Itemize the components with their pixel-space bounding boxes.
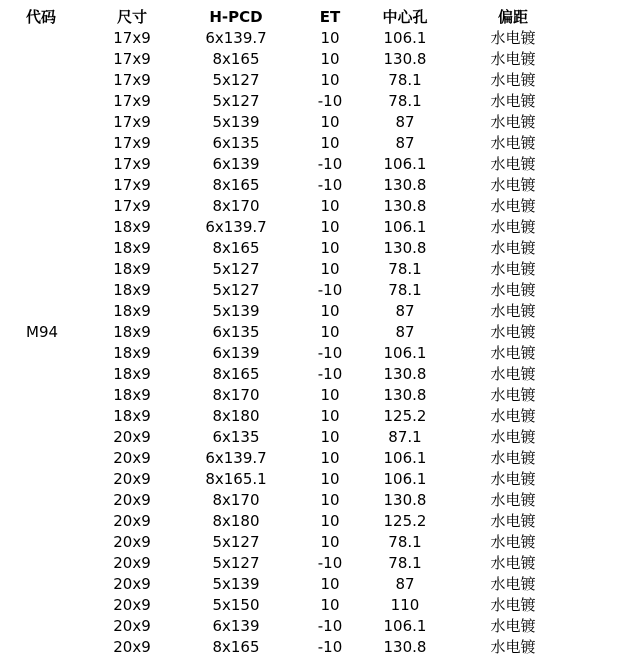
cell-et: -10 [317, 92, 343, 110]
cell-code [26, 553, 96, 574]
cell-pcd: 5x127 [212, 92, 260, 110]
cell-size: 20x9 [113, 449, 151, 467]
cell-code [26, 301, 96, 322]
cell-pcd: 6x139 [212, 344, 260, 362]
cell-finish: 水电镀 [490, 449, 536, 467]
cell-et: 10 [320, 575, 340, 593]
cell-code [26, 175, 96, 196]
cell-center-bore: 106.1 [383, 449, 427, 467]
cell-center-bore: 106.1 [383, 218, 427, 236]
header-center-bore: 中心孔 [382, 8, 428, 26]
cell-finish: 水电镀 [490, 281, 536, 299]
cell-size: 18x9 [113, 407, 151, 425]
table-row [0, 637, 632, 658]
cell-center-bore: 130.8 [383, 365, 427, 383]
cell-et: 10 [320, 449, 340, 467]
cell-pcd: 8x180 [212, 512, 260, 530]
cell-pcd: 5x139 [212, 113, 260, 131]
table-row [0, 217, 632, 238]
cell-finish: 水电镀 [490, 533, 536, 551]
cell-size: 20x9 [113, 638, 151, 656]
cell-pcd: 5x127 [212, 533, 260, 551]
cell-et: -10 [317, 344, 343, 362]
cell-center-bore: 125.2 [383, 512, 427, 530]
cell-et: 10 [320, 113, 340, 131]
cell-pcd: 5x139 [212, 575, 260, 593]
cell-code [26, 595, 96, 616]
table-row [0, 49, 632, 70]
cell-et: -10 [317, 155, 343, 173]
cell-finish: 水电镀 [490, 113, 536, 131]
header-pcd: H-PCD [209, 8, 263, 26]
cell-pcd: 8x165 [212, 638, 260, 656]
cell-code [26, 259, 96, 280]
cell-center-bore: 125.2 [383, 407, 427, 425]
cell-size: 18x9 [113, 281, 151, 299]
table-row [0, 28, 632, 49]
cell-center-bore: 87 [395, 134, 415, 152]
cell-size: 17x9 [113, 134, 151, 152]
cell-pcd: 8x165 [212, 176, 260, 194]
cell-et: 10 [320, 302, 340, 320]
cell-finish: 水电镀 [490, 239, 536, 257]
cell-center-bore: 130.8 [383, 50, 427, 68]
cell-et: 10 [320, 428, 340, 446]
cell-et: 10 [320, 71, 340, 89]
cell-finish: 水电镀 [490, 134, 536, 152]
cell-center-bore: 87 [395, 302, 415, 320]
table-row [0, 133, 632, 154]
table-row [0, 406, 632, 427]
table-row [0, 511, 632, 532]
cell-code [26, 427, 96, 448]
cell-size: 20x9 [113, 491, 151, 509]
cell-finish: 水电镀 [490, 470, 536, 488]
table-row [0, 595, 632, 616]
table-row [0, 385, 632, 406]
cell-pcd: 8x165.1 [205, 470, 267, 488]
cell-pcd: 8x165 [212, 239, 260, 257]
cell-code [26, 91, 96, 112]
cell-pcd: 6x139 [212, 617, 260, 635]
cell-finish: 水电镀 [490, 260, 536, 278]
cell-pcd: 8x165 [212, 365, 260, 383]
cell-center-bore: 87.1 [388, 428, 422, 446]
cell-code [26, 154, 96, 175]
cell-center-bore: 106.1 [383, 155, 427, 173]
table-row [0, 427, 632, 448]
cell-code [26, 406, 96, 427]
cell-size: 17x9 [113, 71, 151, 89]
cell-finish: 水电镀 [490, 638, 536, 656]
cell-finish: 水电镀 [490, 218, 536, 236]
cell-center-bore: 106.1 [383, 470, 427, 488]
cell-size: 20x9 [113, 617, 151, 635]
table-row [0, 238, 632, 259]
cell-size: 20x9 [113, 554, 151, 572]
table-row [0, 553, 632, 574]
cell-code [26, 532, 96, 553]
cell-code [26, 448, 96, 469]
cell-code [26, 364, 96, 385]
cell-pcd: 5x150 [212, 596, 260, 614]
cell-finish: 水电镀 [490, 344, 536, 362]
cell-code [26, 490, 96, 511]
cell-et: 10 [320, 386, 340, 404]
cell-center-bore: 130.8 [383, 386, 427, 404]
cell-code [26, 280, 96, 301]
cell-et: 10 [320, 512, 340, 530]
table-row [0, 532, 632, 553]
cell-size: 17x9 [113, 197, 151, 215]
cell-et: 10 [320, 407, 340, 425]
cell-finish: 水电镀 [490, 197, 536, 215]
cell-size: 18x9 [113, 260, 151, 278]
cell-center-bore: 78.1 [388, 533, 422, 551]
table-row [0, 343, 632, 364]
cell-et: 10 [320, 260, 340, 278]
cell-center-bore: 130.8 [383, 197, 427, 215]
cell-finish: 水电镀 [490, 512, 536, 530]
cell-center-bore: 87 [395, 575, 415, 593]
cell-size: 20x9 [113, 512, 151, 530]
cell-finish: 水电镀 [490, 575, 536, 593]
cell-center-bore: 78.1 [388, 260, 422, 278]
cell-pcd: 6x135 [212, 323, 260, 341]
cell-code [26, 196, 96, 217]
cell-pcd: 8x180 [212, 407, 260, 425]
table-row [0, 259, 632, 280]
cell-center-bore: 110 [390, 596, 420, 614]
cell-et: -10 [317, 281, 343, 299]
cell-pcd: 6x139.7 [205, 29, 267, 47]
cell-finish: 水电镀 [490, 365, 536, 383]
cell-finish: 水电镀 [490, 491, 536, 509]
cell-finish: 水电镀 [490, 92, 536, 110]
cell-size: 18x9 [113, 218, 151, 236]
cell-et: 10 [320, 50, 340, 68]
cell-code [26, 238, 96, 259]
cell-pcd: 5x127 [212, 281, 260, 299]
cell-finish: 水电镀 [490, 428, 536, 446]
cell-size: 18x9 [113, 344, 151, 362]
cell-code [26, 133, 96, 154]
cell-pcd: 6x139.7 [205, 449, 267, 467]
cell-code: M94 [26, 323, 59, 341]
cell-code [26, 511, 96, 532]
cell-size: 18x9 [113, 239, 151, 257]
cell-code [26, 49, 96, 70]
cell-finish: 水电镀 [490, 155, 536, 173]
cell-et: -10 [317, 617, 343, 635]
table-header-row [0, 7, 632, 28]
table-row [0, 322, 632, 343]
cell-et: 10 [320, 218, 340, 236]
cell-pcd: 8x170 [212, 386, 260, 404]
cell-center-bore: 106.1 [383, 29, 427, 47]
table-row [0, 616, 632, 637]
cell-size: 18x9 [113, 386, 151, 404]
table-row [0, 196, 632, 217]
cell-pcd: 5x139 [212, 302, 260, 320]
cell-pcd: 6x139 [212, 155, 260, 173]
cell-finish: 水电镀 [490, 50, 536, 68]
table-row [0, 490, 632, 511]
table-row [0, 469, 632, 490]
cell-size: 20x9 [113, 596, 151, 614]
cell-code [26, 112, 96, 133]
cell-finish: 水电镀 [490, 554, 536, 572]
cell-et: -10 [317, 176, 343, 194]
cell-et: 10 [320, 470, 340, 488]
cell-size: 20x9 [113, 470, 151, 488]
cell-center-bore: 106.1 [383, 617, 427, 635]
cell-pcd: 5x127 [212, 260, 260, 278]
cell-pcd: 5x127 [212, 71, 260, 89]
cell-et: 10 [320, 323, 340, 341]
cell-code [26, 70, 96, 91]
cell-size: 20x9 [113, 428, 151, 446]
cell-code [26, 616, 96, 637]
cell-code [26, 385, 96, 406]
header-finish: 偏距 [497, 8, 528, 26]
cell-pcd: 6x135 [212, 134, 260, 152]
cell-pcd: 8x170 [212, 197, 260, 215]
cell-size: 20x9 [113, 533, 151, 551]
table-row [0, 112, 632, 133]
table-row [0, 301, 632, 322]
table-row [0, 154, 632, 175]
cell-size: 17x9 [113, 50, 151, 68]
cell-et: -10 [317, 365, 343, 383]
cell-finish: 水电镀 [490, 29, 536, 47]
cell-size: 17x9 [113, 29, 151, 47]
cell-center-bore: 106.1 [383, 344, 427, 362]
table-row [0, 175, 632, 196]
cell-center-bore: 78.1 [388, 71, 422, 89]
cell-center-bore: 130.8 [383, 176, 427, 194]
cell-et: -10 [317, 638, 343, 656]
cell-pcd: 6x139.7 [205, 218, 267, 236]
cell-center-bore: 78.1 [388, 92, 422, 110]
table-row [0, 574, 632, 595]
cell-size: 18x9 [113, 323, 151, 341]
header-code: 代码 [26, 8, 57, 26]
cell-pcd: 6x135 [212, 428, 260, 446]
cell-center-bore: 130.8 [383, 638, 427, 656]
header-size: 尺寸 [116, 8, 147, 26]
cell-center-bore: 78.1 [388, 281, 422, 299]
cell-center-bore: 87 [395, 323, 415, 341]
cell-et: 10 [320, 533, 340, 551]
cell-pcd: 8x165 [212, 50, 260, 68]
cell-finish: 水电镀 [490, 386, 536, 404]
cell-size: 18x9 [113, 302, 151, 320]
cell-et: 10 [320, 491, 340, 509]
cell-center-bore: 130.8 [383, 491, 427, 509]
table-row [0, 280, 632, 301]
cell-size: 17x9 [113, 92, 151, 110]
cell-et: 10 [320, 29, 340, 47]
cell-et: -10 [317, 554, 343, 572]
cell-code [26, 28, 96, 49]
cell-size: 20x9 [113, 575, 151, 593]
cell-size: 17x9 [113, 155, 151, 173]
cell-et: 10 [320, 239, 340, 257]
cell-code [26, 343, 96, 364]
table-row [0, 70, 632, 91]
cell-finish: 水电镀 [490, 617, 536, 635]
cell-size: 17x9 [113, 113, 151, 131]
cell-et: 10 [320, 596, 340, 614]
header-et: ET [319, 8, 341, 26]
cell-center-bore: 87 [395, 113, 415, 131]
cell-code [26, 217, 96, 238]
cell-code [26, 637, 96, 658]
cell-center-bore: 78.1 [388, 554, 422, 572]
cell-size: 17x9 [113, 176, 151, 194]
cell-center-bore: 130.8 [383, 239, 427, 257]
table-row [0, 448, 632, 469]
cell-size: 18x9 [113, 365, 151, 383]
table-row [0, 364, 632, 385]
cell-finish: 水电镀 [490, 176, 536, 194]
cell-finish: 水电镀 [490, 407, 536, 425]
table-row [0, 91, 632, 112]
cell-finish: 水电镀 [490, 596, 536, 614]
cell-code [26, 469, 96, 490]
cell-pcd: 5x127 [212, 554, 260, 572]
cell-finish: 水电镀 [490, 71, 536, 89]
cell-finish: 水电镀 [490, 323, 536, 341]
cell-finish: 水电镀 [490, 302, 536, 320]
cell-pcd: 8x170 [212, 491, 260, 509]
cell-et: 10 [320, 197, 340, 215]
cell-code [26, 574, 96, 595]
cell-et: 10 [320, 134, 340, 152]
